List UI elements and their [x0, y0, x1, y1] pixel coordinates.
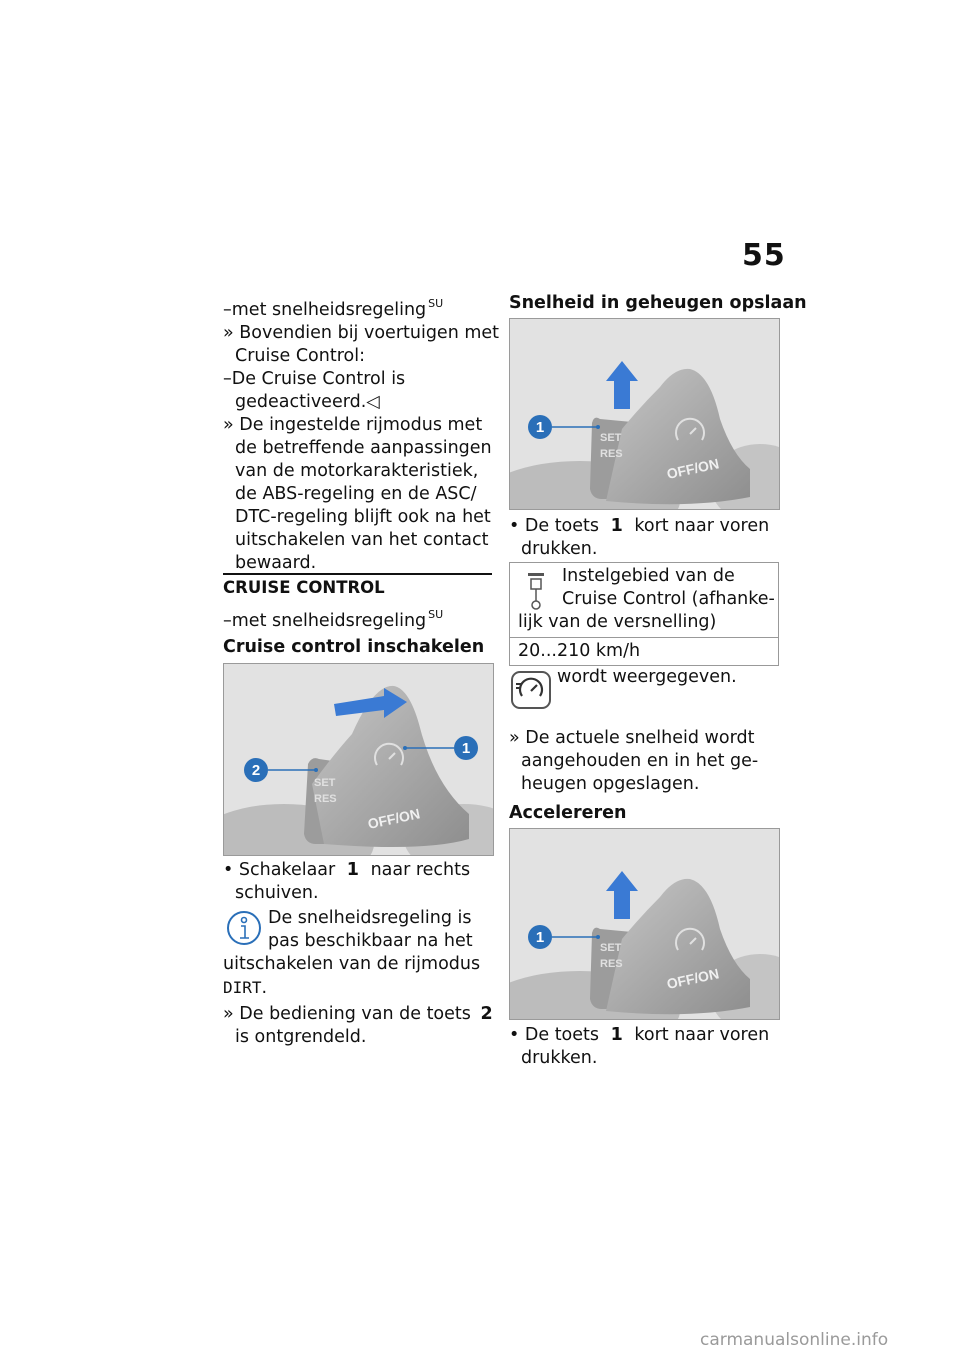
- prereq-line: –met snelheidsregeling: [223, 300, 427, 320]
- prereq-sup: SU: [428, 297, 444, 310]
- spec-table: [509, 562, 779, 666]
- step-text-cont: drukken.: [521, 1048, 598, 1068]
- result-line-2-cont: van de motorkarakteristiek,: [235, 461, 479, 481]
- result-text: » De actuele snelheid wordt: [509, 728, 755, 748]
- step-ref-number: 1: [610, 516, 623, 536]
- note-text: pas beschikbaar na het: [268, 931, 473, 951]
- info-note: [223, 907, 495, 1000]
- section-title: CRUISE CONTROL: [223, 578, 385, 597]
- step-ref-number: 1: [346, 860, 359, 880]
- subsection-title-accelerate: Accelereren: [509, 803, 627, 823]
- figure-switch-slide: [223, 663, 494, 856]
- result-line-2: » De ingestelde rijmodus met: [223, 415, 483, 435]
- set-label: SET: [600, 942, 622, 954]
- step-press-set: [509, 515, 781, 561]
- res-label: RES: [600, 448, 623, 460]
- cruise-control-indicator-icon: [510, 670, 552, 714]
- step-text: naar rechts: [370, 860, 471, 880]
- result-text-cont: is ontgrendeld.: [235, 1027, 367, 1047]
- step-ref-number: 1: [610, 1025, 623, 1045]
- step-text-cont: schuiven.: [235, 883, 319, 903]
- prereq-sup: SU: [428, 608, 444, 621]
- left-intro-text: [223, 292, 500, 575]
- set-label: SET: [600, 432, 622, 444]
- set-label: SET: [314, 777, 336, 789]
- step-slide-switch: [223, 859, 495, 905]
- condition-line-cont: gedeactiveerd.◁: [235, 392, 380, 412]
- step-text: • Schakelaar: [223, 860, 336, 880]
- note-text: uitschakelen van de rijmodus: [223, 954, 481, 974]
- step-text: kort naar voren: [634, 516, 770, 536]
- result-line-2-cont: bewaard.: [235, 553, 317, 573]
- section-divider: [223, 573, 492, 575]
- subsection-title: Cruise control inschakelen: [223, 637, 485, 657]
- figure-accelerate: [509, 828, 780, 1020]
- result-unlocked: [223, 1003, 495, 1049]
- res-label: RES: [314, 793, 337, 805]
- subsection-title-save: Snelheid in geheugen opslaan: [509, 293, 807, 313]
- result-line-2-cont: de ABS-regeling en de ASC/: [235, 484, 477, 504]
- offon-label: OFF/ON: [665, 965, 721, 992]
- result-text-cont: aangehouden en in het ge-: [521, 751, 759, 771]
- result-text: » De bediening van de toets: [223, 1004, 471, 1024]
- prereq-line-2: [223, 603, 443, 633]
- footer-watermark: carmanualsonline.info: [700, 1330, 889, 1350]
- callout-1-label: 1: [535, 419, 545, 436]
- result-line-2-cont: uitschakelen van het contact: [235, 530, 489, 550]
- figure-set-button: [509, 318, 780, 510]
- callout-1-label: 1: [535, 929, 545, 946]
- prereq-text: –met snelheidsregeling: [223, 611, 427, 631]
- result-line: » Bovendien bij voertuigen met: [223, 323, 500, 343]
- callout-1-label: 1: [461, 740, 471, 757]
- res-label: RES: [600, 958, 623, 970]
- spec-label: lijk van de versnelling): [518, 612, 717, 632]
- offon-label: OFF/ON: [366, 805, 422, 832]
- note-text: De snelheidsregeling is: [268, 908, 472, 928]
- riding-mode-name: DIRT: [223, 978, 262, 997]
- spec-label-row: [510, 563, 778, 638]
- callout-2-label: 2: [251, 762, 261, 779]
- condition-line: –De Cruise Control is: [223, 369, 406, 389]
- result-line-2-cont: DTC-regeling blijft ook na het: [235, 507, 491, 527]
- spec-value: 20...210 km/h: [518, 641, 641, 661]
- spec-label: Cruise Control (afhanke-: [562, 589, 775, 609]
- step-text: • De toets: [509, 516, 600, 536]
- step-text: kort naar voren: [634, 1025, 770, 1045]
- step-press-set-accelerate: [509, 1024, 781, 1070]
- result-text-cont: heugen opgeslagen.: [521, 774, 700, 794]
- offon-label: OFF/ON: [665, 455, 721, 482]
- result-line-2-cont: de betreffende aanpassingen: [235, 438, 492, 458]
- step-text: • De toets: [509, 1025, 600, 1045]
- note-text: .: [261, 978, 268, 998]
- result-speed-kept: [509, 727, 781, 796]
- page-number: 55: [742, 238, 786, 273]
- result-ref-number: 2: [480, 1004, 493, 1024]
- spec-label: Instelgebied van de: [562, 566, 735, 586]
- result-line-cont: Cruise Control:: [235, 346, 365, 366]
- shown-text: wordt weergegeven.: [557, 667, 737, 687]
- step-text-cont: drukken.: [521, 539, 598, 559]
